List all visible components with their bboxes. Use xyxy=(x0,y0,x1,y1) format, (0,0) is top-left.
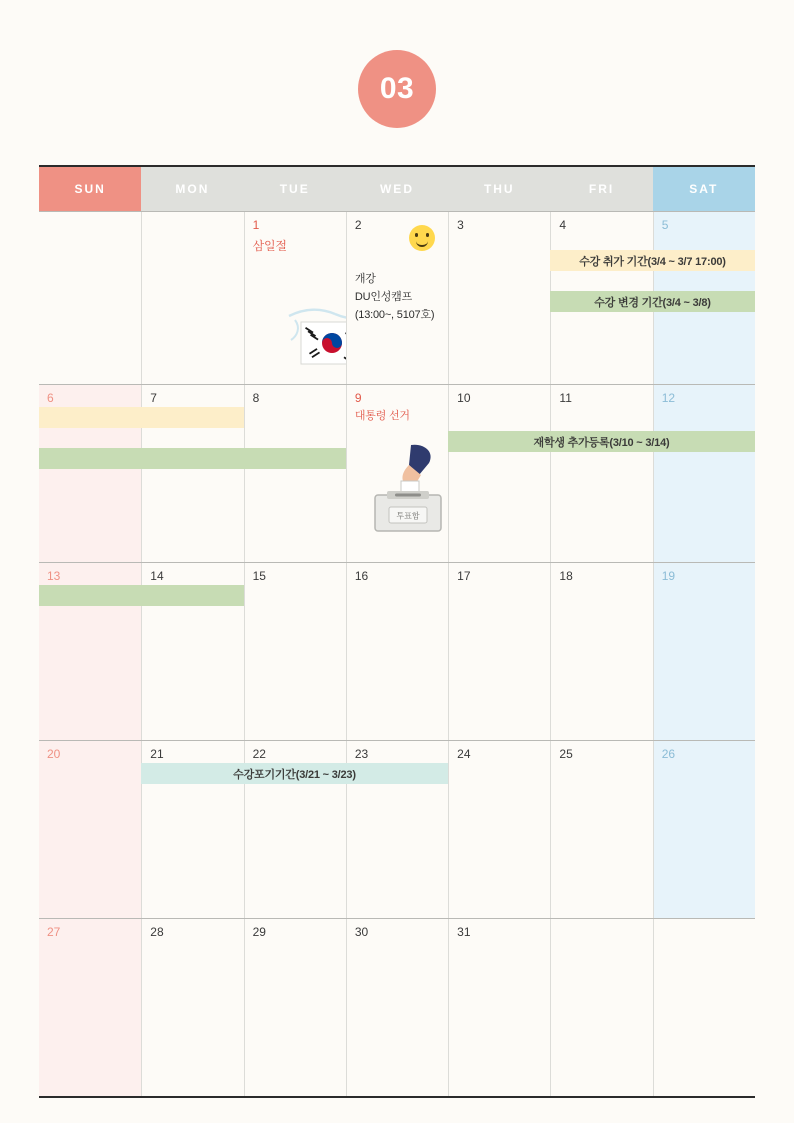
weekday-header-fri: FRI xyxy=(550,167,652,211)
day-number: 15 xyxy=(252,569,266,583)
note-du-camp: DU인성캠프 xyxy=(354,291,413,303)
day-number: 27 xyxy=(47,925,61,939)
event-bar-course-drop[interactable]: 수강포기기간(3/21 ~ 3/23) xyxy=(141,763,448,784)
day-cell-24[interactable] xyxy=(448,741,550,918)
day-number: 14 xyxy=(150,569,164,583)
event-bar-enrolled-extra-reg[interactable]: 재학생 추가등록(3/10 ~ 3/14) xyxy=(448,431,755,452)
weekday-header-wed: WED xyxy=(346,167,448,211)
svg-text:투표함: 투표함 xyxy=(396,511,420,521)
day-cell-8[interactable] xyxy=(244,385,346,562)
day-cell-28[interactable] xyxy=(141,919,243,1096)
day-cell-27[interactable] xyxy=(39,919,141,1096)
calendar-week-row xyxy=(39,384,755,562)
weekday-header-thu: THU xyxy=(448,167,550,211)
day-cell-empty xyxy=(39,212,141,384)
day-number: 30 xyxy=(354,925,369,939)
day-cell-mon[interactable] xyxy=(141,212,243,384)
day-number: 6 xyxy=(47,391,54,405)
note-independence-day: 삼일절 xyxy=(252,239,287,253)
day-number: 8 xyxy=(252,391,260,405)
day-cell-11[interactable] xyxy=(550,385,652,562)
day-cell-15[interactable] xyxy=(244,563,346,740)
month-header xyxy=(0,50,794,128)
day-cell-30[interactable] xyxy=(346,919,448,1096)
smiley-face-icon xyxy=(409,225,435,251)
day-cell-empty xyxy=(653,919,755,1096)
day-number: 11 xyxy=(559,391,572,405)
day-cell-2[interactable] xyxy=(346,212,448,384)
day-number: 25 xyxy=(559,747,573,761)
day-number: 4 xyxy=(559,218,567,232)
event-bar-course-add-cont xyxy=(39,407,244,428)
day-cell-26[interactable] xyxy=(653,741,755,918)
day-number: 18 xyxy=(559,569,573,583)
day-cell-16[interactable] xyxy=(346,563,448,740)
day-cell-25[interactable] xyxy=(550,741,652,918)
day-number: 7 xyxy=(150,391,157,405)
day-cell-19[interactable] xyxy=(653,563,755,740)
calendar-week-row xyxy=(39,562,755,740)
day-cell-3[interactable] xyxy=(448,212,550,384)
ballot-box-icon xyxy=(365,441,448,541)
note-semester-start: 개강 xyxy=(354,273,376,285)
day-number: 20 xyxy=(47,747,61,761)
month-number: 03 xyxy=(358,50,436,128)
day-number: 1 xyxy=(252,218,260,232)
note-du-camp-detail: (13:00~, 5107호) xyxy=(354,309,435,321)
event-bar-course-add[interactable]: 수강 취가 기간(3/4 ~ 3/7 17:00) xyxy=(550,250,755,271)
day-number: 26 xyxy=(661,747,676,761)
day-number: 9 xyxy=(354,391,362,405)
calendar xyxy=(39,165,755,1098)
event-bar-enrolled-extra-reg-cont xyxy=(39,585,244,606)
day-number: 19 xyxy=(661,569,676,583)
weekday-header-tue: TUE xyxy=(244,167,346,211)
event-bar-course-change-cont xyxy=(39,448,346,469)
day-number: 2 xyxy=(354,218,362,232)
day-number: 17 xyxy=(457,569,471,583)
day-cell-1[interactable] xyxy=(244,212,346,384)
weekday-header-mon: MON xyxy=(141,167,243,211)
day-number: 24 xyxy=(457,747,471,761)
day-cell-empty xyxy=(550,919,652,1096)
calendar-week-row xyxy=(39,918,755,1096)
calendar-week-row xyxy=(39,211,755,384)
day-number: 21 xyxy=(150,747,164,761)
korean-flag-icon xyxy=(287,306,346,378)
day-number: 22 xyxy=(252,747,266,761)
day-number: 16 xyxy=(354,569,369,583)
day-number: 10 xyxy=(457,391,471,405)
weekday-header-sat: SAT xyxy=(653,167,755,211)
day-cell-31[interactable] xyxy=(448,919,550,1096)
day-cell-17[interactable] xyxy=(448,563,550,740)
day-number: 31 xyxy=(457,925,471,939)
day-number: 13 xyxy=(47,569,61,583)
day-number: 28 xyxy=(150,925,164,939)
day-number: 12 xyxy=(661,391,676,405)
calendar-week-row xyxy=(39,740,755,918)
day-cell-9[interactable] xyxy=(346,385,448,562)
day-cell-10[interactable] xyxy=(448,385,550,562)
weekday-header-row xyxy=(39,167,755,211)
day-number: 29 xyxy=(252,925,266,939)
day-number: 23 xyxy=(354,747,369,761)
note-presidential-election: 대통령 선거 xyxy=(354,410,410,422)
day-cell-20[interactable] xyxy=(39,741,141,918)
event-bar-course-change[interactable]: 수강 변경 기간(3/4 ~ 3/8) xyxy=(550,291,755,312)
day-cell-18[interactable] xyxy=(550,563,652,740)
weekday-header-sun: SUN xyxy=(39,167,141,211)
day-number: 3 xyxy=(457,218,464,232)
day-number: 5 xyxy=(661,218,669,232)
day-cell-12[interactable] xyxy=(653,385,755,562)
day-cell-29[interactable] xyxy=(244,919,346,1096)
